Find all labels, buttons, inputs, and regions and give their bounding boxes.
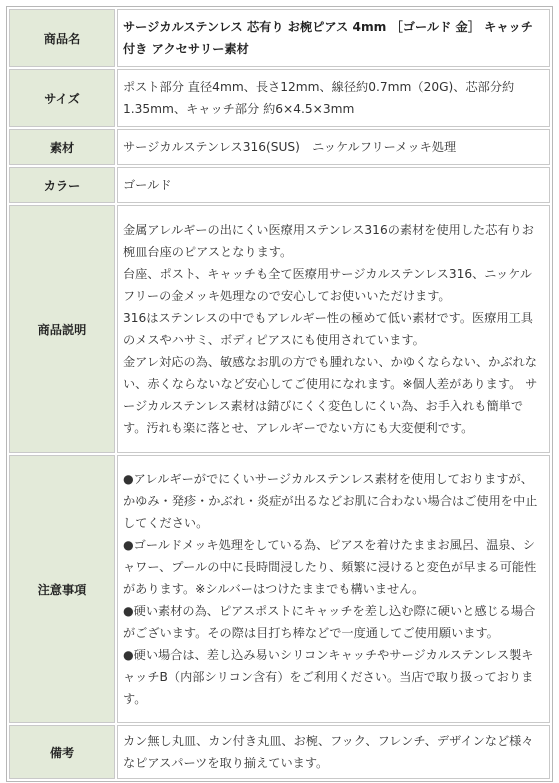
spec-label: 素材 xyxy=(9,129,115,165)
spec-row-product-name xyxy=(9,9,550,67)
spec-row-size xyxy=(9,69,550,127)
description-paragraph: 台座、ポスト、キャッチも全て医療用サージカルステンレス316、ニッケルフリーの金メッキ処理なので安心してお使いいただけます。 xyxy=(123,267,532,303)
caution-paragraph: ●硬い素材の為、ピアスポストにキャッチを差し込む際に硬いと感じる場合がございます。その際は目打ち棒などで一度通してご使用願います。 xyxy=(123,604,536,640)
product-spec-section xyxy=(6,6,553,782)
spec-row-description xyxy=(9,205,550,453)
spec-row-notes xyxy=(9,455,550,723)
description-paragraph: 金アレ対応の為、敏感なお肌の方でも腫れない、かゆくならない、かぶれない、赤くならないなど安心してご使用になれます。※個人差があります。 サージカルステンレス素材は錆びにくく変色しにくい為、お手入れも簡単です。汚れも楽に落とせ、アレルギーでない方にも大変便利です。 xyxy=(123,355,538,435)
remarks-text: カン無し丸皿、カン付き丸皿、お椀、フック、フレンチ、デザインなど様々なピアスパーツを取り揃えています。 xyxy=(123,734,534,770)
caution-paragraph: ●硬い場合は、差し込み易いシリコンキャッチやサージカルステンレス製キャッチB（内部シリコン含有）をご利用ください。当店で取り扱っております。 xyxy=(123,648,534,706)
spec-row-material xyxy=(9,129,550,165)
spec-label: 商品説明 xyxy=(9,205,115,453)
caution-paragraph: ●アレルギーがでにくいサージカルステンレス素材を使用しておりますが、かゆみ・発疹・かぶれ・炎症が出るなどお肌に合わない場合はご使用を中止してください。 xyxy=(123,472,538,530)
spec-label: 備考 xyxy=(9,725,115,779)
caution-paragraph: ●ゴールドメッキ処理をしている為、ピアスを着けたままお風呂、温泉、シャワー、プールの中に長時間浸したり、頻繁に浸けると変色が早まる可能性があります。※シルバーはつけたままでも構いません。 xyxy=(123,538,537,596)
spec-value xyxy=(117,129,550,165)
size-text: ポスト部分 直径4mm、長さ12mm、線径約0.7mm（20G)、芯部分約1.35mm、キャッチ部分 約6×4.5×3mm xyxy=(123,80,515,116)
spec-value xyxy=(117,205,550,453)
product-name-text: サージカルステンレス 芯有り お椀ピアス 4mm ［ゴールド 金］ キャッチ付き アクセサリー素材 xyxy=(123,20,533,56)
product-spec-table xyxy=(6,6,553,782)
spec-value xyxy=(117,9,550,67)
spec-value xyxy=(117,167,550,203)
spec-label: 注意事項 xyxy=(9,455,115,723)
description-paragraph: 金属アレルギーの出にくい医療用ステンレス316の素材を使用した芯有りお椀皿台座のピアスとなります。 xyxy=(123,223,534,259)
spec-label: サイズ xyxy=(9,69,115,127)
spec-value xyxy=(117,455,550,723)
material-text: サージカルステンレス316(SUS) ニッケルフリーメッキ処理 xyxy=(123,140,457,154)
spec-row-color xyxy=(9,167,550,203)
spec-value xyxy=(117,725,550,779)
spec-label: 商品名 xyxy=(9,9,115,67)
color-text: ゴールド xyxy=(123,178,172,192)
spec-label: カラー xyxy=(9,167,115,203)
spec-row-remarks xyxy=(9,725,550,779)
description-paragraph: 316はステンレスの中でもアレルギー性の極めて低い素材です。医療用工具のメスやハサミ、ボディピアスにも使用されています。 xyxy=(123,311,533,347)
spec-value xyxy=(117,69,550,127)
